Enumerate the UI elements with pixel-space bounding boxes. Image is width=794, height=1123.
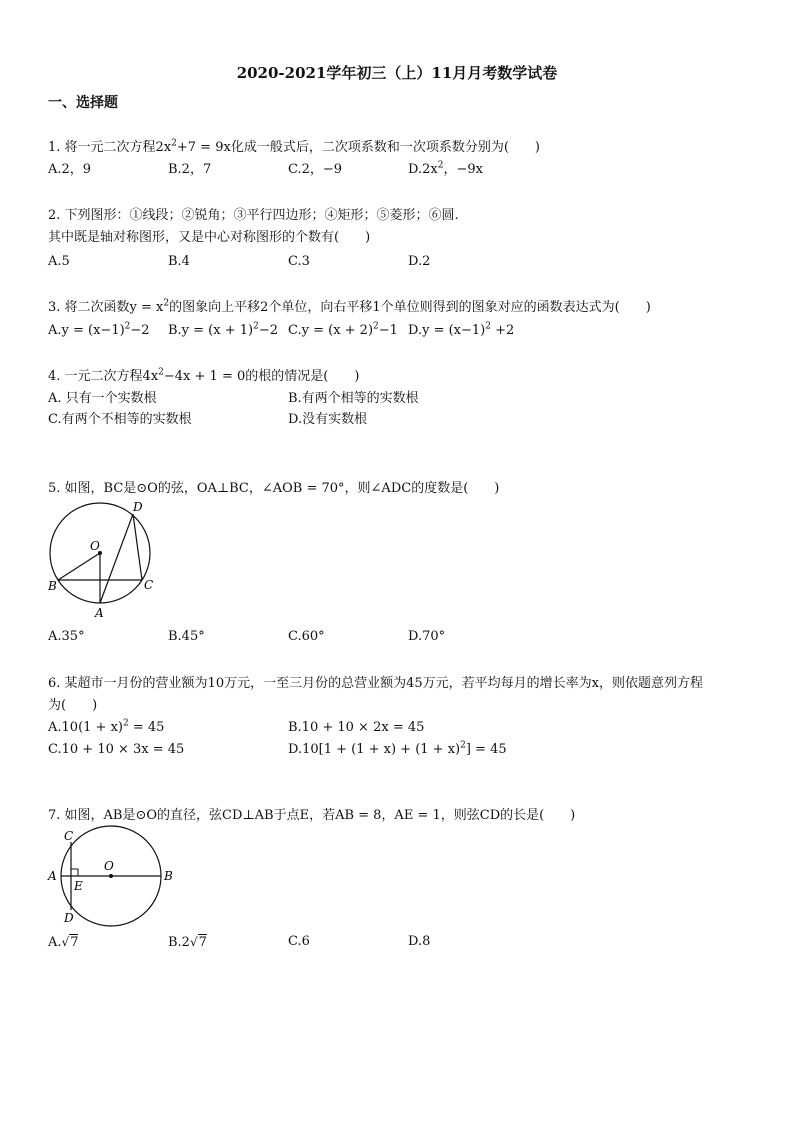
q7-label-e: E	[74, 879, 83, 893]
q5-option-a[interactable]: A.35°	[48, 629, 85, 644]
q5-option-b[interactable]: B.45°	[168, 629, 205, 644]
question-3-stem: 3. 将二次函数$y = x^2$的图象向上平移2个单位，向右平移1个单位则得到的图象对应的函数表达式为( )	[48, 298, 651, 315]
question-6-stem-line2: 为( )	[48, 698, 98, 713]
q3-option-c[interactable]: $C.y = (x + 2)^2-1$	[288, 321, 398, 338]
question-4-stem: 4. 一元二次方程$4x^2-4x + 1 = 0$的根的情况是( )	[48, 367, 360, 384]
question-5-stem: 5. 如图，BC是⊙O的弦，OA⊥BC，∠AOB = 70°，则∠ADC的度数是( )	[48, 481, 500, 496]
q5-label-c: C	[144, 578, 154, 592]
q6-option-b[interactable]: B.10 + 10 × 2x = 45	[288, 720, 425, 735]
q7-option-b[interactable]: B.2√7	[168, 935, 207, 950]
q2-option-d[interactable]: D.2	[408, 254, 431, 269]
q7-label-d: D	[64, 911, 74, 925]
q5-label-b: B	[48, 579, 57, 593]
q7-label-b: B	[164, 869, 173, 883]
q5-label-a: A	[95, 606, 104, 620]
section-heading: 一、选择题	[48, 95, 118, 111]
q5-label-o: O	[90, 539, 100, 553]
q7-circle-figure	[44, 822, 184, 928]
question-2-stem-line1: 2. 下列图形：①线段；②锐角；③平行四边形；④矩形；⑤菱形；⑥圆.	[48, 208, 459, 223]
q5-segment-ob	[58, 553, 100, 580]
question-6-stem-line1: 6. 某超市一月份的营业额为10万元，一至三月份的总营业额为45万元，若平均每月的增长率为x，则依题意列方程	[48, 676, 703, 691]
q2-option-a[interactable]: A.5	[48, 254, 70, 269]
q4-option-d[interactable]: D.没有实数根	[288, 412, 368, 427]
q1-option-a[interactable]: A.2，9	[48, 162, 92, 177]
q5-segment-ad	[100, 514, 133, 603]
q7-option-a[interactable]: A.√7	[48, 935, 79, 950]
q3-option-b[interactable]: $B.y = (x + 1)^2-2$	[168, 321, 278, 338]
q7-option-d[interactable]: D.8	[408, 934, 431, 949]
q7-option-c[interactable]: C.6	[288, 934, 310, 949]
q6-option-a[interactable]: $A.10(1 + x)^2 = 45$	[48, 718, 165, 735]
q5-option-c[interactable]: C.60°	[288, 629, 325, 644]
q6-option-c[interactable]: C.10 + 10 × 3x = 45	[48, 742, 185, 757]
q7-label-a: A	[48, 869, 57, 883]
q6-option-d[interactable]: $D.10[1 + (1 + x) + (1 + x)^2] = 45$	[288, 740, 507, 757]
q7-right-angle-mark	[71, 869, 78, 876]
question-1-stem: 1. 将一元二次方程$2x^2+7 = 9x$化成一般式后，二次项系数和一次项系数分别为( )	[48, 138, 540, 155]
q7-center-dot	[109, 874, 113, 878]
q1-option-b[interactable]: B.2，7	[168, 162, 212, 177]
q4-option-b[interactable]: B.有两个相等的实数根	[288, 391, 419, 406]
q2-option-c[interactable]: C.3	[288, 254, 310, 269]
q4-option-c[interactable]: C.有两个不相等的实数根	[48, 412, 192, 427]
question-7-stem: 7. 如图，AB是⊙O的直径，弦CD⊥AB于点E，若AB = 8，AE = 1，则弦CD的长是( )	[48, 808, 576, 823]
q3-option-d[interactable]: $D.y = (x-1)^2 +2$	[408, 321, 515, 338]
q3-option-a[interactable]: $A.y = (x-1)^2-2$	[48, 321, 150, 338]
question-2-stem-line2: 其中既是轴对称图形，又是中心对称图形的个数有( )	[48, 230, 371, 245]
q4-option-a[interactable]: A. 只有一个实数根	[48, 391, 157, 406]
page-title: 2020-2021学年初三（上）11月月考数学试卷	[236, 64, 558, 82]
q5-label-d: D	[133, 500, 143, 514]
q5-option-d[interactable]: D.70°	[408, 629, 446, 644]
q5-circle-figure	[40, 496, 170, 622]
q7-label-o: O	[104, 859, 114, 873]
q1-option-d[interactable]: $D.2x^2$，−9x	[408, 160, 483, 177]
q2-option-b[interactable]: B.4	[168, 254, 190, 269]
q1-option-c[interactable]: C.2，−9	[288, 162, 343, 177]
q7-label-c: C	[64, 829, 74, 843]
